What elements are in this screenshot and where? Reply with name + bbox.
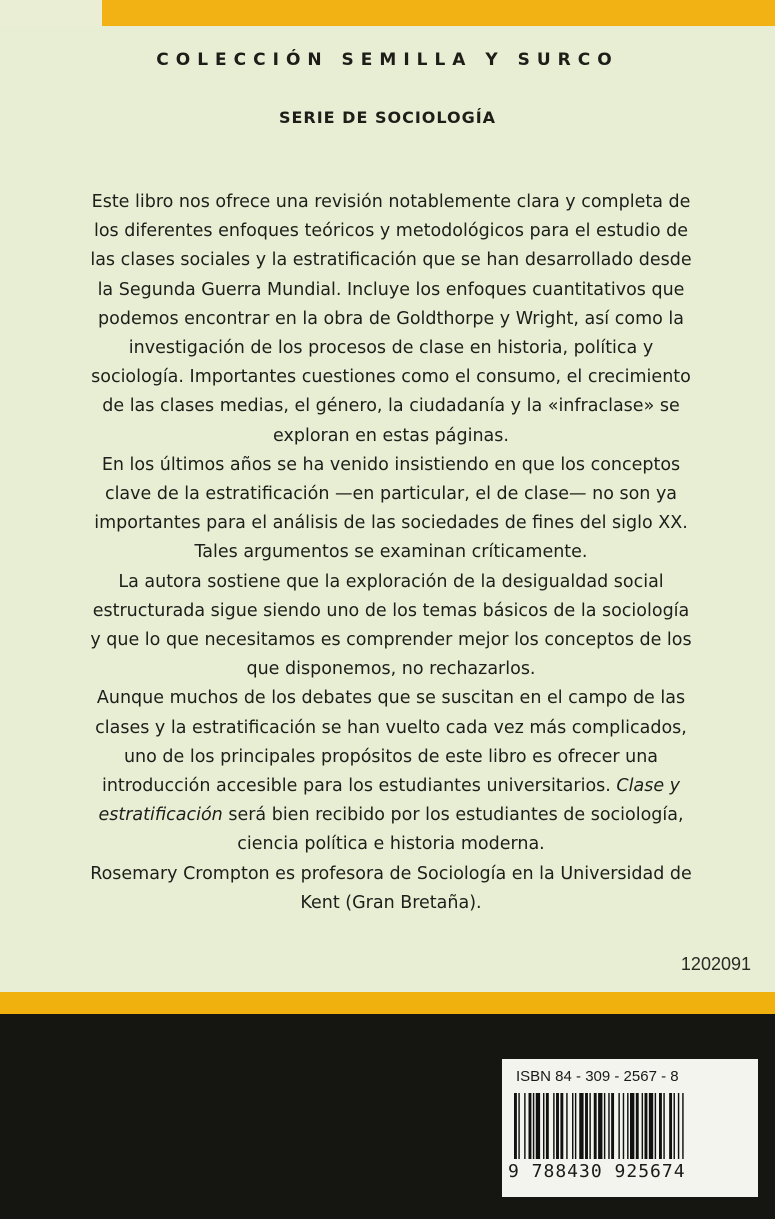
book-title-italic: Clase y estratificación [98, 776, 681, 826]
barcode-bar [524, 1093, 525, 1159]
blurb-paragraph-3: La autora sostiene que la exploración de la desigualdad social estructurada sigue siendo uno de los temas básicos de la sociología y que lo que necesitamos es comprender mejor los conceptos de los que disponemos, no rechazarlos. [90, 571, 692, 680]
barcode-bar [611, 1093, 614, 1159]
barcode-bar [572, 1093, 573, 1159]
blurb-paragraph-2: En los últimos años se ha venido insistiendo en que los conceptos clave de la estratificación —en particular, el de clase— no son ya importantes para el análisis de las sociedades de fines del siglo XX. Tales argumentos se examinan críticamente. [94, 454, 688, 563]
barcode-bar [514, 1093, 517, 1159]
barcode-bar [655, 1093, 656, 1159]
barcode-bar [674, 1093, 675, 1159]
barcode-bar [556, 1093, 559, 1159]
barcode-bar [636, 1093, 639, 1159]
blurb-paragraph-4-intro: Aunque muchos de los debates que se suscitan en el campo de las clases y la estratificación se han vuelto cada vez más complicados, uno de los principales propósitos de este libro es ofrecer una introducción accesible para los estudiantes universitarios. [95, 688, 687, 797]
blurb-paragraph-4-outro: será bien recibido por los estudiantes de sociología, ciencia política e historia moderna. [222, 805, 684, 855]
top-accent-stripe [102, 0, 775, 26]
barcode-bar [536, 1093, 540, 1159]
barcode-bar [533, 1093, 534, 1159]
barcode-bar [566, 1093, 567, 1159]
barcode-bar [642, 1093, 643, 1159]
barcode-bar [529, 1093, 532, 1159]
barcode-bar [543, 1093, 544, 1159]
barcode-bar [618, 1093, 619, 1159]
blurb-paragraph-4 [86, 684, 696, 859]
barcode-bar [589, 1093, 590, 1159]
barcode-bar [546, 1093, 549, 1159]
barcode-bar [663, 1093, 664, 1159]
barcode-bar [669, 1093, 672, 1159]
ean-digits: 9 788430 925674 [508, 1161, 686, 1182]
series-title: SERIE DE SOCIOLOGÍA [278, 108, 497, 127]
barcode-label [502, 1059, 758, 1197]
barcode-bar [630, 1093, 634, 1159]
barcode-icon [512, 1093, 748, 1159]
barcode-bar [604, 1093, 605, 1159]
barcode-bar [575, 1093, 576, 1159]
barcode-bar [649, 1093, 653, 1159]
barcode-bar [682, 1093, 683, 1159]
barcode-bar [594, 1093, 597, 1159]
author-bio: Rosemary Crompton es profesora de Sociología en la Universidad de Kent (Gran Bretaña). [90, 863, 692, 913]
blurb-paragraph-1: Este libro nos ofrece una revisión notablemente clara y completa de los diferentes enfoques teóricos y metodológicos para el estudio de las clases sociales y la estratificación que se han desarrollado desde la Segunda Guerra Mundial. Incluye los enfoques cuantitativos que podemos encontrar en la obra de Goldthorpe y Wright, así como la investigación de los procesos de clase en historia, política y sociología. Importantes cuestiones como el consumo, el crecimiento de las clases medias, el género, la ciudadanía y la «infraclase» se exploran en estas páginas. [90, 192, 692, 446]
barcode-bar [623, 1093, 624, 1159]
blurb-text [86, 188, 696, 918]
barcode-bar [585, 1093, 588, 1159]
barcode-bar [627, 1093, 628, 1159]
bottom-accent-stripe [0, 992, 775, 1014]
barcode-bar [645, 1093, 648, 1159]
barcode-bar [659, 1093, 662, 1159]
barcode-bar [678, 1093, 679, 1159]
barcode-bar [560, 1093, 563, 1159]
isbn-text: ISBN 84 - 309 - 2567 - 8 [516, 1068, 679, 1085]
barcode-bar [518, 1093, 519, 1159]
barcode-bar [553, 1093, 554, 1159]
barcode-bar [579, 1093, 583, 1159]
barcode-bar [598, 1093, 602, 1159]
barcode-bar [608, 1093, 609, 1159]
catalog-number: 1202091 [680, 954, 751, 974]
collection-title: COLECCIÓN SEMILLA Y SURCO [156, 50, 619, 70]
